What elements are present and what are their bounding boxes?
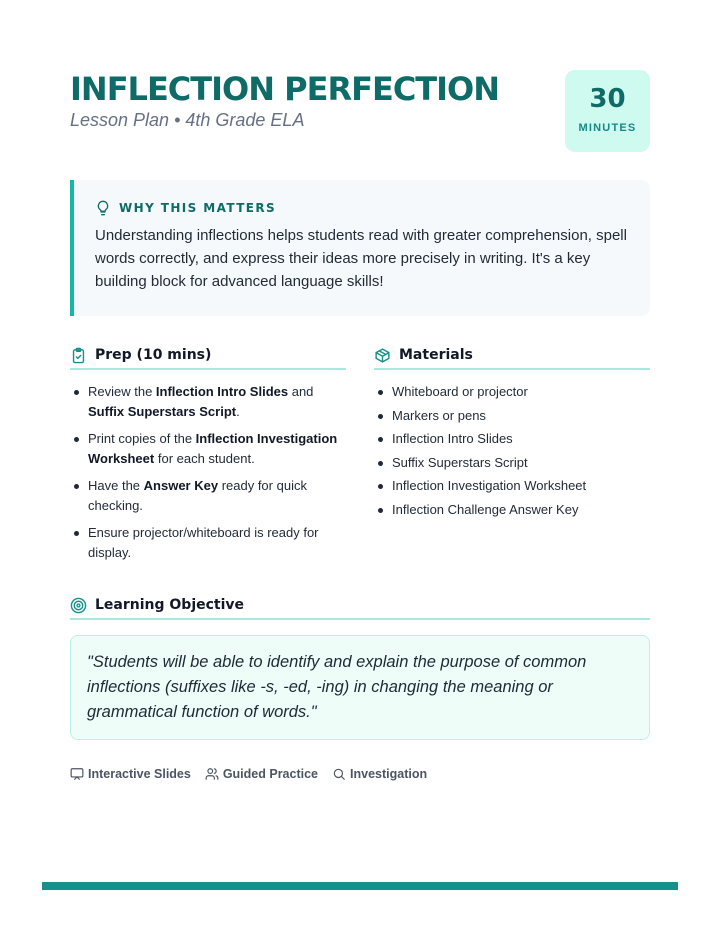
duration-badge <box>565 70 650 152</box>
objective-quote: "Students will be able to identify and explain the purpose of common inflections (suffixes like -s, -ed, -ing) in changing the meaning or grammatical function of words." <box>87 653 587 721</box>
activity-tags <box>70 767 427 781</box>
clipboard-check-icon <box>70 347 87 364</box>
callout-label: WHY THIS MATTERS <box>119 201 277 215</box>
callout-text: Understanding inflections helps students read with greater comprehension, spell words correctly, and express their ideas more precisely in writing. It's a key building block for advanced language skills! <box>95 227 627 290</box>
lesson-header <box>70 70 650 152</box>
list-item: Inflection Intro Slides <box>374 429 650 449</box>
users-icon <box>205 767 219 781</box>
footer-bar <box>42 882 678 890</box>
list-item: Have the Answer Key ready for quick checking. <box>70 476 346 516</box>
tag-label: Guided Practice <box>222 767 319 781</box>
tag-label: Interactive Slides <box>88 767 191 781</box>
list-item: Print copies of the Inflection Investigation Worksheet for each student. <box>70 429 346 469</box>
prep-section <box>70 344 346 570</box>
target-icon <box>70 597 87 614</box>
list-item: Whiteboard or projector <box>374 382 650 402</box>
duration-unit: MINUTES <box>578 122 637 134</box>
why-this-matters-callout <box>70 180 650 316</box>
learning-objective-section <box>70 594 650 620</box>
list-item: Suffix Superstars Script <box>374 453 650 473</box>
box-icon <box>374 347 391 364</box>
tag-guided-practice <box>205 767 318 781</box>
objective-quote-box <box>70 635 650 740</box>
search-icon <box>332 767 346 781</box>
list-item: Inflection Challenge Answer Key <box>374 500 650 520</box>
tag-interactive-slides <box>70 767 191 781</box>
presentation-icon <box>70 767 84 781</box>
list-item: Inflection Investigation Worksheet <box>374 476 650 496</box>
list-item: Markers or pens <box>374 406 650 426</box>
section-heading: Materials <box>399 347 473 363</box>
list-item: Ensure projector/whiteboard is ready for display. <box>70 523 346 563</box>
section-heading: Learning Objective <box>95 597 245 613</box>
tag-label: Investigation <box>350 767 428 781</box>
materials-section <box>374 344 650 523</box>
section-heading: Prep (10 mins) <box>95 347 212 363</box>
page-title: INFLECTION PERFECTION <box>70 70 500 108</box>
lightbulb-icon <box>95 200 111 216</box>
tag-investigation <box>332 767 427 781</box>
list-item: Review the Inflection Intro Slides and Suffix Superstars Script. <box>70 382 346 422</box>
materials-list <box>374 382 650 520</box>
page-subtitle: Lesson Plan • 4th Grade ELA <box>70 110 305 130</box>
prep-list <box>70 382 346 563</box>
duration-value: 30 <box>589 84 626 114</box>
